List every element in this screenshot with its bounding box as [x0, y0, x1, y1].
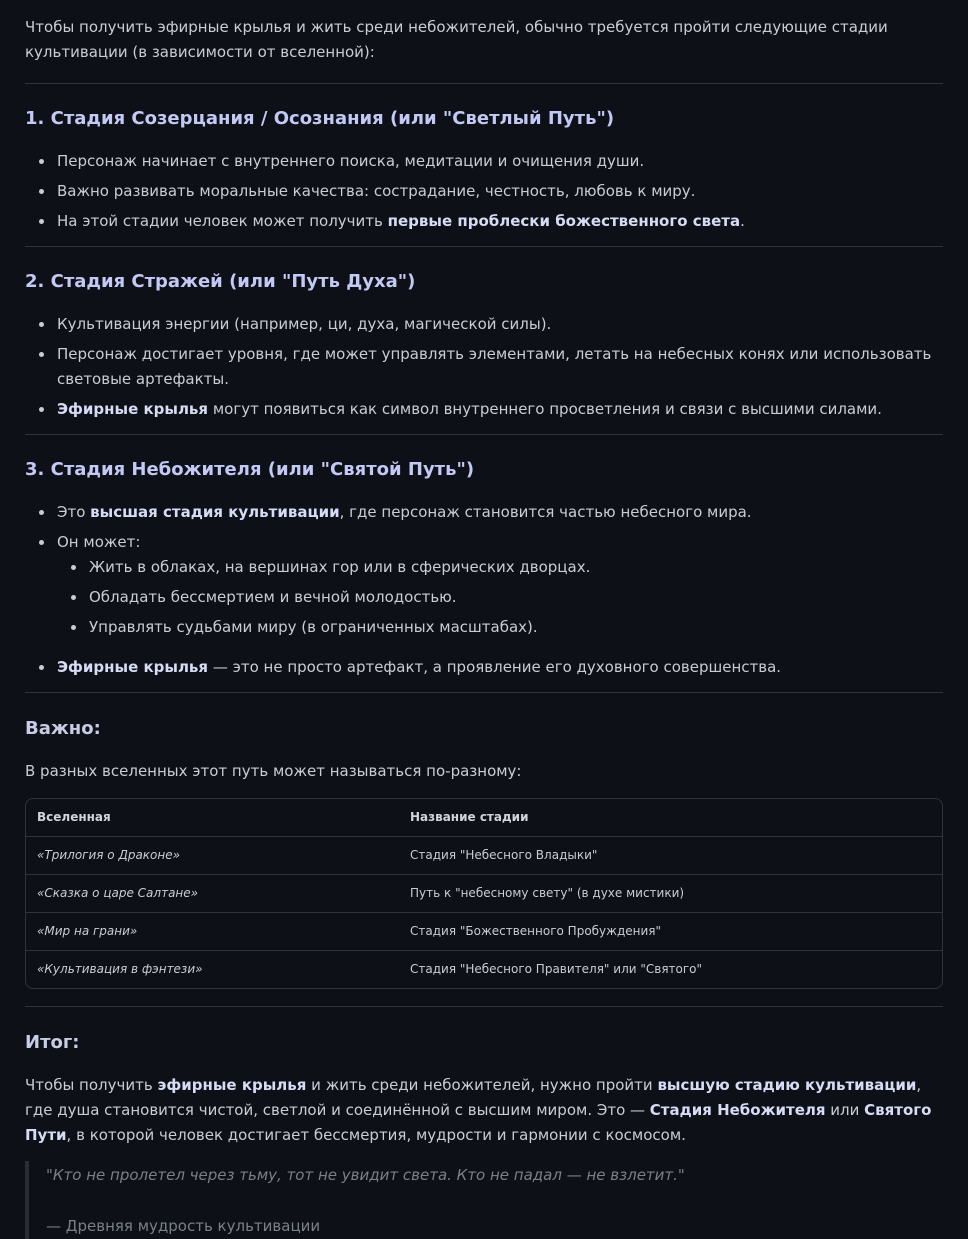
text-span: или	[825, 1101, 865, 1119]
list-item: Важно развивать моральные качества: сострадание, честность, любовь к миру.	[25, 179, 943, 204]
list-item	[25, 209, 943, 234]
important-heading: Важно:	[25, 718, 101, 739]
table-cell: «Культивация в фэнтези»	[26, 951, 399, 989]
table-header-cell: Название стадии	[410, 810, 529, 824]
divider	[25, 692, 943, 693]
table-cell: «Мир на грани»	[26, 913, 399, 951]
quote-text: "Кто не пролетел через тьму, тот не увидит света. Кто не падал — не взлетит."	[46, 1166, 685, 1184]
section-1-list	[25, 149, 943, 234]
table-cell: Стадия "Небесного Правителя" или "Святого"	[399, 951, 942, 989]
list-item	[25, 397, 943, 422]
bold-text: Эфирные крылья	[57, 400, 209, 418]
table	[26, 799, 942, 988]
list-item: Культивация энергии (например, ци, духа, магической силы).	[25, 312, 943, 337]
bold-text: Эфирные крылья	[57, 658, 209, 676]
table-cell: «Трилогия о Драконе»	[26, 837, 399, 875]
nested-list-item: Управлять судьбами миру (в ограниченных масштабах).	[57, 615, 943, 640]
divider	[25, 434, 943, 435]
text-span: — это не просто артефакт, а проявление его духовного совершенства.	[208, 658, 782, 676]
text-span: Это	[57, 503, 91, 521]
table-header-cell: Вселенная	[37, 810, 111, 824]
list-item: Персонаж начинает с внутреннего поиска, медитации и очищения души.	[25, 149, 943, 174]
text-span: .	[740, 212, 745, 230]
text-span: , где персонаж становится частью небесного мира.	[339, 503, 752, 521]
list-item	[25, 530, 943, 640]
bold-text: Стадия Небожителя	[649, 1101, 826, 1119]
text-span: На этой стадии человек может получить	[57, 212, 388, 230]
section-heading-3: 3. Стадия Небожителя (или "Святой Путь")	[25, 459, 475, 480]
quote-attribution: — Древняя мудрость культивации	[46, 1217, 321, 1235]
table-row	[26, 951, 942, 989]
table-header-row	[26, 799, 942, 837]
intro-paragraph: Чтобы получить эфирные крылья и жить среди небожителей, обычно требуется пройти следующие стадии культивации (в зависимости от вселенной):	[25, 18, 888, 61]
table-row	[26, 875, 942, 913]
text-span: и жить среди небожителей, нужно пройти	[306, 1076, 658, 1094]
text-span: Он может:	[57, 533, 141, 551]
section-3-list	[25, 500, 943, 680]
stages-table	[25, 798, 943, 989]
table-row	[26, 913, 942, 951]
quote-block	[25, 1161, 943, 1239]
nested-list-item: Жить в облаках, на вершинах гор или в сферических дворцах.	[57, 555, 943, 580]
summary-paragraph	[25, 1073, 943, 1148]
list-item: Персонаж достигает уровня, где может управлять элементами, летать на небесных конях или использовать световые артефакты.	[25, 342, 943, 392]
bold-text: высшая стадия культивации	[90, 503, 340, 521]
divider	[25, 83, 943, 84]
section-heading-2: 2. Стадия Стражей (или "Путь Духа")	[25, 271, 416, 292]
table-cell: «Сказка о царе Салтане»	[26, 875, 399, 913]
section-heading-1: 1. Стадия Созерцания / Осознания (или "Светлый Путь")	[25, 108, 615, 129]
nested-list	[57, 555, 943, 640]
section-2-list	[25, 312, 943, 422]
list-item	[25, 655, 943, 680]
summary-heading: Итог:	[25, 1032, 80, 1053]
text-span: могут появиться как символ внутреннего просветления и связи с высшими силами.	[208, 400, 882, 418]
list-item	[25, 500, 943, 525]
bold-text: Святого Пути	[25, 1101, 932, 1144]
text-span: , где душа становится чистой, светлой и соединённой с высшим миром. Это —	[25, 1076, 922, 1119]
text-span: Чтобы получить	[25, 1076, 158, 1094]
important-paragraph: В разных вселенных этот путь может называться по-разному:	[25, 762, 522, 780]
divider	[25, 1006, 943, 1007]
text-span: , в которой человек достигает бессмертия, мудрости и гармонии с космосом.	[66, 1126, 686, 1144]
table-row	[26, 837, 942, 875]
table-cell: Стадия "Небесного Владыки"	[399, 837, 942, 875]
nested-list-item: Обладать бессмертием и вечной молодостью.	[57, 585, 943, 610]
bold-text: первые проблески божественного света	[387, 212, 741, 230]
bold-text: эфирные крылья	[157, 1076, 307, 1094]
table-cell: Стадия "Божественного Пробуждения"	[399, 913, 942, 951]
table-cell: Путь к "небесному свету" (в духе мистики)	[399, 875, 942, 913]
bold-text: высшую стадию культивации	[657, 1076, 917, 1094]
divider	[25, 246, 943, 247]
